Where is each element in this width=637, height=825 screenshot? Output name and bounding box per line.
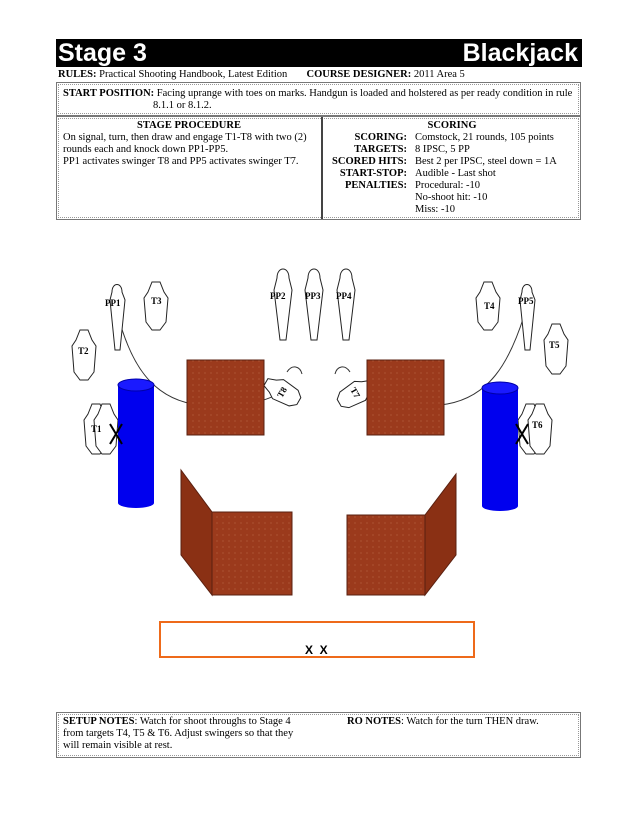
rules-value: Practical Shooting Handbook, Latest Edition: [99, 69, 288, 80]
designer-label: COURSE DESIGNER:: [306, 69, 412, 80]
label-t3: T3: [151, 296, 162, 306]
target-t6: [518, 404, 552, 454]
stage-name: Blackjack: [462, 39, 578, 67]
scoring-value: Audible - Last shot: [415, 168, 496, 179]
label-t8: T8: [275, 385, 289, 400]
rules-label: RULES:: [58, 69, 97, 80]
scoring-key: SCORING:: [354, 132, 407, 143]
scoring-value: 8 IPSC, 5 PP: [415, 144, 470, 155]
setup-notes-label: SETUP NOTES: [63, 716, 135, 727]
label-t2: T2: [78, 346, 89, 356]
swing-arrow-t8: [287, 367, 302, 374]
procedure-line3: PP1 activates swinger T8 and PP5 activates swinger T7.: [63, 156, 299, 167]
target-t4: [476, 282, 500, 330]
start-position-label: START POSITION:: [63, 88, 155, 99]
scoring-key: PENALTIES:: [344, 180, 407, 191]
ro-notes-label: RO NOTES: [347, 716, 401, 727]
target-t3: [144, 282, 168, 330]
label-pp1: PP1: [105, 298, 121, 308]
notes-box: [56, 712, 581, 758]
scoring-header: SCORING: [427, 120, 477, 131]
wall-upper-right: [367, 360, 444, 435]
label-pp3: PP3: [305, 291, 321, 301]
procedure-line1: On signal, turn, then draw and engage T1-T8 with two (2): [63, 132, 307, 143]
target-t2: [72, 330, 96, 380]
penalty-noshoot: No-shoot hit: -10: [415, 192, 488, 203]
start-marks: X X: [305, 643, 328, 657]
scoring-value: Best 2 per IPSC, steel down = 1A: [415, 156, 557, 167]
scoring-key: SCORED HITS:: [332, 156, 407, 167]
scoring-key: START-STOP:: [339, 168, 407, 179]
popper-pp5: [518, 285, 535, 351]
label-pp5: PP5: [518, 296, 534, 306]
setup-notes: [63, 716, 303, 752]
wall-lower-right: [347, 474, 456, 595]
popper-pp4: [336, 269, 355, 340]
popper-pp2: [270, 269, 292, 340]
setup-notes-text: : Watch for shoot throughs to Stage 4 from targets T4, T5 & T6. Adjust swingers so that they will remain visible at rest.: [63, 716, 294, 751]
penalty-miss: Miss: -10: [415, 204, 455, 215]
ro-notes-text: : Watch for the turn THEN draw.: [400, 716, 539, 727]
scoring-value: Comstock, 21 rounds, 105 points: [415, 132, 554, 143]
target-t5: [544, 324, 568, 374]
scoring-key: TARGETS:: [354, 144, 407, 155]
procedure-header: STAGE PROCEDURE: [137, 120, 241, 131]
ro-notes: [347, 716, 575, 728]
popper-pp3: [305, 269, 323, 340]
start-position-line2: 8.1.1 or 8.1.2.: [153, 100, 212, 111]
wall-upper-left: [187, 360, 264, 435]
label-pp4: PP4: [336, 291, 352, 301]
label-pp2: PP2: [270, 291, 286, 301]
designer-value: 2011 Area 5: [413, 69, 465, 80]
scoring-value: Procedural: -10: [415, 180, 481, 191]
stage-number: Stage 3: [58, 39, 147, 67]
label-t1: T1: [91, 424, 102, 434]
label-t6: T6: [532, 420, 543, 430]
swinger-t8: [260, 373, 304, 411]
swing-arrow-t7: [335, 367, 350, 374]
label-t4: T4: [484, 301, 495, 311]
start-position-line1: Facing uprange with toes on marks. Handgun is loaded and holstered as per ready condition in rule: [156, 88, 573, 99]
wall-lower-left: [181, 470, 292, 595]
label-t5: T5: [549, 340, 560, 350]
procedure-line2: rounds each and knock down PP1-PP5.: [63, 144, 229, 155]
popper-pp1: [105, 285, 125, 351]
label-t7: T7: [348, 385, 363, 400]
